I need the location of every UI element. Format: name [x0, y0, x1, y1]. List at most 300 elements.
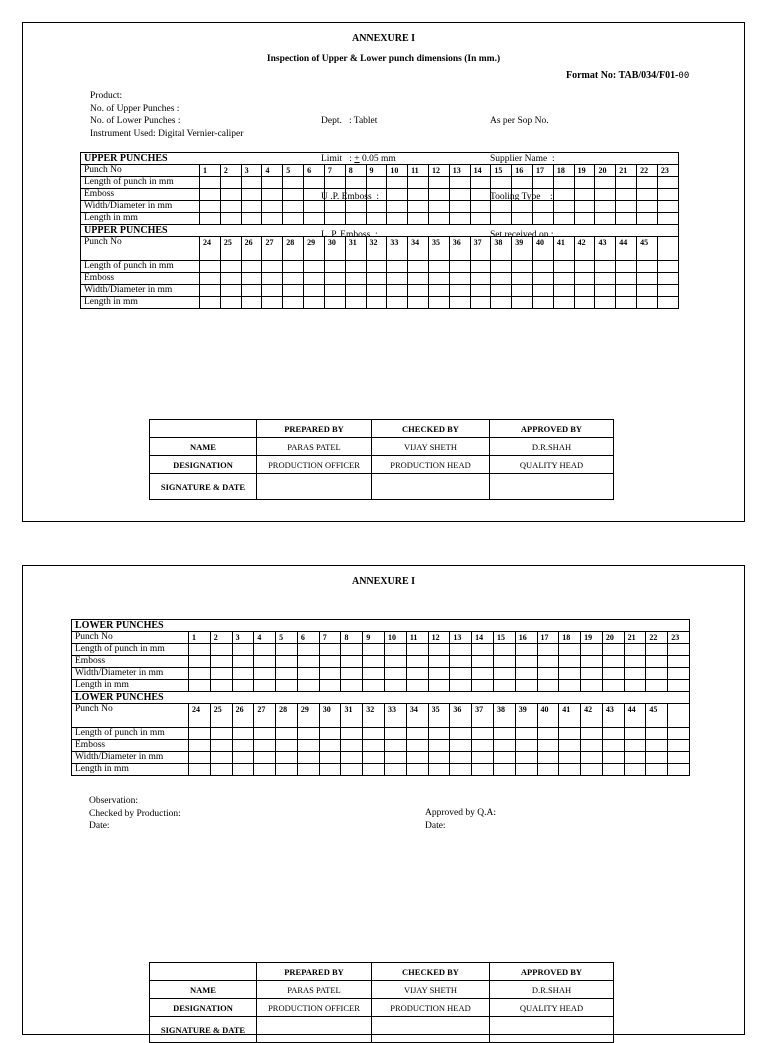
measurement-cell[interactable]: [428, 201, 449, 213]
measurement-cell[interactable]: [470, 297, 491, 309]
measurement-cell[interactable]: [232, 680, 254, 692]
measurement-cell[interactable]: [559, 752, 581, 764]
measurement-cell[interactable]: [493, 764, 515, 776]
measurement-cell[interactable]: [472, 680, 494, 692]
measurement-cell[interactable]: [537, 680, 559, 692]
measurement-cell[interactable]: [533, 213, 554, 225]
measurement-cell[interactable]: [406, 680, 428, 692]
measurement-cell[interactable]: [283, 201, 304, 213]
measurement-cell[interactable]: [616, 273, 637, 285]
measurement-cell[interactable]: [581, 752, 603, 764]
measurement-cell[interactable]: [220, 297, 241, 309]
measurement-cell[interactable]: [595, 285, 616, 297]
measurement-cell[interactable]: [297, 668, 319, 680]
measurement-cell[interactable]: [262, 213, 283, 225]
measurement-cell[interactable]: [449, 285, 470, 297]
measurement-cell[interactable]: [493, 728, 515, 740]
measurement-cell[interactable]: [637, 213, 658, 225]
measurement-cell[interactable]: [512, 285, 533, 297]
measurement-cell[interactable]: [324, 273, 345, 285]
measurement-cell[interactable]: [200, 189, 221, 201]
measurement-cell[interactable]: [595, 189, 616, 201]
measurement-cell[interactable]: [200, 261, 221, 273]
measurement-cell[interactable]: [624, 740, 646, 752]
measurement-cell[interactable]: [210, 728, 232, 740]
measurement-cell[interactable]: [646, 680, 668, 692]
measurement-cell[interactable]: [297, 752, 319, 764]
measurement-cell[interactable]: [428, 285, 449, 297]
measurement-cell[interactable]: [189, 764, 211, 776]
measurement-cell[interactable]: [324, 285, 345, 297]
measurement-cell[interactable]: [297, 644, 319, 656]
measurement-cell[interactable]: [472, 740, 494, 752]
measurement-cell[interactable]: [472, 728, 494, 740]
measurement-cell[interactable]: [646, 728, 668, 740]
measurement-cell[interactable]: [537, 728, 559, 740]
measurement-cell[interactable]: [210, 740, 232, 752]
measurement-cell[interactable]: [345, 261, 366, 273]
measurement-cell[interactable]: [189, 680, 211, 692]
measurement-cell[interactable]: [559, 740, 581, 752]
measurement-cell[interactable]: [428, 752, 450, 764]
measurement-cell[interactable]: [385, 656, 407, 668]
measurement-cell[interactable]: [232, 764, 254, 776]
measurement-cell[interactable]: [449, 177, 470, 189]
measurement-cell[interactable]: [363, 668, 385, 680]
measurement-cell[interactable]: [254, 752, 276, 764]
measurement-cell[interactable]: [189, 752, 211, 764]
measurement-cell[interactable]: [385, 644, 407, 656]
measurement-cell[interactable]: [297, 656, 319, 668]
measurement-cell[interactable]: [319, 728, 341, 740]
measurement-cell[interactable]: [428, 177, 449, 189]
measurement-cell[interactable]: [220, 261, 241, 273]
measurement-cell[interactable]: [408, 177, 429, 189]
measurement-cell[interactable]: [581, 680, 603, 692]
measurement-cell[interactable]: [385, 668, 407, 680]
measurement-cell[interactable]: [254, 644, 276, 656]
measurement-cell[interactable]: [428, 668, 450, 680]
measurement-cell[interactable]: [637, 189, 658, 201]
measurement-cell[interactable]: [624, 680, 646, 692]
measurement-cell[interactable]: [470, 273, 491, 285]
measurement-cell[interactable]: [559, 644, 581, 656]
measurement-cell[interactable]: [602, 752, 624, 764]
measurement-cell[interactable]: [220, 273, 241, 285]
measurement-cell[interactable]: [220, 213, 241, 225]
measurement-cell[interactable]: [304, 177, 325, 189]
measurement-cell[interactable]: [553, 273, 574, 285]
measurement-cell[interactable]: [232, 656, 254, 668]
measurement-cell[interactable]: [515, 668, 537, 680]
measurement-cell[interactable]: [657, 261, 678, 273]
signature-cell[interactable]: [257, 1017, 372, 1043]
measurement-cell[interactable]: [297, 728, 319, 740]
measurement-cell[interactable]: [345, 201, 366, 213]
measurement-cell[interactable]: [428, 273, 449, 285]
measurement-cell[interactable]: [319, 764, 341, 776]
measurement-cell[interactable]: [533, 285, 554, 297]
measurement-cell[interactable]: [210, 644, 232, 656]
measurement-cell[interactable]: [341, 668, 363, 680]
measurement-cell[interactable]: [602, 656, 624, 668]
measurement-cell[interactable]: [387, 189, 408, 201]
measurement-cell[interactable]: [220, 189, 241, 201]
measurement-cell[interactable]: [595, 261, 616, 273]
measurement-cell[interactable]: [574, 261, 595, 273]
measurement-cell[interactable]: [241, 201, 262, 213]
measurement-cell[interactable]: [363, 680, 385, 692]
measurement-cell[interactable]: [254, 764, 276, 776]
measurement-cell[interactable]: [602, 668, 624, 680]
measurement-cell[interactable]: [637, 201, 658, 213]
measurement-cell[interactable]: [406, 656, 428, 668]
measurement-cell[interactable]: [428, 261, 449, 273]
measurement-cell[interactable]: [657, 201, 678, 213]
measurement-cell[interactable]: [262, 189, 283, 201]
measurement-cell[interactable]: [512, 201, 533, 213]
measurement-cell[interactable]: [595, 177, 616, 189]
measurement-cell[interactable]: [450, 680, 472, 692]
measurement-cell[interactable]: [232, 752, 254, 764]
measurement-cell[interactable]: [387, 177, 408, 189]
measurement-cell[interactable]: [559, 764, 581, 776]
measurement-cell[interactable]: [470, 213, 491, 225]
measurement-cell[interactable]: [341, 740, 363, 752]
measurement-cell[interactable]: [406, 728, 428, 740]
measurement-cell[interactable]: [602, 644, 624, 656]
measurement-cell[interactable]: [210, 764, 232, 776]
measurement-cell[interactable]: [574, 213, 595, 225]
measurement-cell[interactable]: [385, 764, 407, 776]
measurement-cell[interactable]: [472, 656, 494, 668]
measurement-cell[interactable]: [493, 680, 515, 692]
measurement-cell[interactable]: [241, 189, 262, 201]
measurement-cell[interactable]: [450, 728, 472, 740]
signature-cell[interactable]: [490, 474, 614, 500]
measurement-cell[interactable]: [385, 752, 407, 764]
measurement-cell[interactable]: [408, 297, 429, 309]
measurement-cell[interactable]: [345, 189, 366, 201]
measurement-cell[interactable]: [668, 752, 690, 764]
measurement-cell[interactable]: [537, 656, 559, 668]
measurement-cell[interactable]: [189, 740, 211, 752]
measurement-cell[interactable]: [200, 201, 221, 213]
measurement-cell[interactable]: [276, 764, 298, 776]
measurement-cell[interactable]: [408, 213, 429, 225]
measurement-cell[interactable]: [387, 297, 408, 309]
measurement-cell[interactable]: [220, 201, 241, 213]
measurement-cell[interactable]: [276, 728, 298, 740]
measurement-cell[interactable]: [668, 680, 690, 692]
measurement-cell[interactable]: [304, 285, 325, 297]
measurement-cell[interactable]: [581, 764, 603, 776]
measurement-cell[interactable]: [387, 285, 408, 297]
measurement-cell[interactable]: [624, 668, 646, 680]
measurement-cell[interactable]: [491, 201, 512, 213]
measurement-cell[interactable]: [254, 656, 276, 668]
measurement-cell[interactable]: [200, 273, 221, 285]
measurement-cell[interactable]: [657, 177, 678, 189]
measurement-cell[interactable]: [533, 273, 554, 285]
measurement-cell[interactable]: [449, 261, 470, 273]
measurement-cell[interactable]: [428, 189, 449, 201]
measurement-cell[interactable]: [470, 201, 491, 213]
measurement-cell[interactable]: [637, 177, 658, 189]
measurement-cell[interactable]: [304, 189, 325, 201]
measurement-cell[interactable]: [276, 740, 298, 752]
measurement-cell[interactable]: [553, 201, 574, 213]
measurement-cell[interactable]: [537, 764, 559, 776]
measurement-cell[interactable]: [324, 261, 345, 273]
measurement-cell[interactable]: [491, 177, 512, 189]
measurement-cell[interactable]: [537, 740, 559, 752]
measurement-cell[interactable]: [449, 189, 470, 201]
measurement-cell[interactable]: [366, 297, 387, 309]
measurement-cell[interactable]: [341, 656, 363, 668]
measurement-cell[interactable]: [283, 189, 304, 201]
measurement-cell[interactable]: [616, 201, 637, 213]
measurement-cell[interactable]: [533, 297, 554, 309]
measurement-cell[interactable]: [276, 644, 298, 656]
measurement-cell[interactable]: [262, 285, 283, 297]
measurement-cell[interactable]: [319, 656, 341, 668]
measurement-cell[interactable]: [345, 213, 366, 225]
measurement-cell[interactable]: [345, 285, 366, 297]
measurement-cell[interactable]: [189, 728, 211, 740]
measurement-cell[interactable]: [624, 656, 646, 668]
measurement-cell[interactable]: [319, 644, 341, 656]
measurement-cell[interactable]: [450, 764, 472, 776]
measurement-cell[interactable]: [241, 177, 262, 189]
signature-cell[interactable]: [372, 1017, 490, 1043]
measurement-cell[interactable]: [602, 740, 624, 752]
measurement-cell[interactable]: [428, 740, 450, 752]
measurement-cell[interactable]: [385, 740, 407, 752]
signature-cell[interactable]: [372, 474, 490, 500]
measurement-cell[interactable]: [616, 213, 637, 225]
measurement-cell[interactable]: [428, 656, 450, 668]
measurement-cell[interactable]: [668, 656, 690, 668]
measurement-cell[interactable]: [559, 656, 581, 668]
measurement-cell[interactable]: [345, 177, 366, 189]
measurement-cell[interactable]: [232, 644, 254, 656]
measurement-cell[interactable]: [406, 752, 428, 764]
measurement-cell[interactable]: [210, 752, 232, 764]
measurement-cell[interactable]: [262, 273, 283, 285]
measurement-cell[interactable]: [493, 668, 515, 680]
measurement-cell[interactable]: [341, 752, 363, 764]
measurement-cell[interactable]: [304, 213, 325, 225]
measurement-cell[interactable]: [408, 201, 429, 213]
measurement-cell[interactable]: [450, 740, 472, 752]
measurement-cell[interactable]: [512, 213, 533, 225]
measurement-cell[interactable]: [363, 728, 385, 740]
measurement-cell[interactable]: [200, 177, 221, 189]
measurement-cell[interactable]: [319, 680, 341, 692]
measurement-cell[interactable]: [574, 273, 595, 285]
measurement-cell[interactable]: [450, 644, 472, 656]
measurement-cell[interactable]: [297, 740, 319, 752]
measurement-cell[interactable]: [512, 177, 533, 189]
measurement-cell[interactable]: [646, 644, 668, 656]
measurement-cell[interactable]: [366, 201, 387, 213]
measurement-cell[interactable]: [189, 644, 211, 656]
measurement-cell[interactable]: [668, 764, 690, 776]
measurement-cell[interactable]: [450, 668, 472, 680]
measurement-cell[interactable]: [472, 644, 494, 656]
measurement-cell[interactable]: [581, 656, 603, 668]
measurement-cell[interactable]: [341, 764, 363, 776]
measurement-cell[interactable]: [646, 740, 668, 752]
measurement-cell[interactable]: [512, 273, 533, 285]
measurement-cell[interactable]: [559, 680, 581, 692]
measurement-cell[interactable]: [210, 656, 232, 668]
measurement-cell[interactable]: [559, 728, 581, 740]
measurement-cell[interactable]: [512, 261, 533, 273]
measurement-cell[interactable]: [616, 177, 637, 189]
measurement-cell[interactable]: [262, 261, 283, 273]
measurement-cell[interactable]: [428, 297, 449, 309]
measurement-cell[interactable]: [493, 656, 515, 668]
measurement-cell[interactable]: [624, 752, 646, 764]
measurement-cell[interactable]: [553, 297, 574, 309]
measurement-cell[interactable]: [387, 261, 408, 273]
measurement-cell[interactable]: [304, 261, 325, 273]
measurement-cell[interactable]: [472, 764, 494, 776]
measurement-cell[interactable]: [595, 273, 616, 285]
measurement-cell[interactable]: [406, 764, 428, 776]
measurement-cell[interactable]: [624, 644, 646, 656]
measurement-cell[interactable]: [668, 644, 690, 656]
measurement-cell[interactable]: [537, 668, 559, 680]
measurement-cell[interactable]: [581, 668, 603, 680]
measurement-cell[interactable]: [387, 201, 408, 213]
measurement-cell[interactable]: [470, 285, 491, 297]
measurement-cell[interactable]: [595, 213, 616, 225]
measurement-cell[interactable]: [553, 177, 574, 189]
measurement-cell[interactable]: [493, 740, 515, 752]
measurement-cell[interactable]: [595, 201, 616, 213]
measurement-cell[interactable]: [668, 740, 690, 752]
measurement-cell[interactable]: [254, 668, 276, 680]
measurement-cell[interactable]: [472, 668, 494, 680]
measurement-cell[interactable]: [363, 644, 385, 656]
measurement-cell[interactable]: [581, 644, 603, 656]
measurement-cell[interactable]: [232, 740, 254, 752]
measurement-cell[interactable]: [602, 728, 624, 740]
measurement-cell[interactable]: [366, 261, 387, 273]
measurement-cell[interactable]: [533, 177, 554, 189]
measurement-cell[interactable]: [406, 740, 428, 752]
measurement-cell[interactable]: [276, 752, 298, 764]
measurement-cell[interactable]: [449, 213, 470, 225]
measurement-cell[interactable]: [304, 273, 325, 285]
measurement-cell[interactable]: [450, 752, 472, 764]
measurement-cell[interactable]: [637, 285, 658, 297]
measurement-cell[interactable]: [581, 728, 603, 740]
measurement-cell[interactable]: [491, 261, 512, 273]
measurement-cell[interactable]: [363, 764, 385, 776]
measurement-cell[interactable]: [574, 285, 595, 297]
measurement-cell[interactable]: [319, 668, 341, 680]
measurement-cell[interactable]: [533, 261, 554, 273]
measurement-cell[interactable]: [491, 213, 512, 225]
measurement-cell[interactable]: [574, 177, 595, 189]
measurement-cell[interactable]: [366, 177, 387, 189]
measurement-cell[interactable]: [254, 680, 276, 692]
measurement-cell[interactable]: [241, 273, 262, 285]
measurement-cell[interactable]: [515, 752, 537, 764]
measurement-cell[interactable]: [200, 213, 221, 225]
measurement-cell[interactable]: [341, 728, 363, 740]
measurement-cell[interactable]: [210, 680, 232, 692]
measurement-cell[interactable]: [450, 656, 472, 668]
measurement-cell[interactable]: [616, 189, 637, 201]
measurement-cell[interactable]: [559, 668, 581, 680]
measurement-cell[interactable]: [408, 189, 429, 201]
measurement-cell[interactable]: [449, 297, 470, 309]
measurement-cell[interactable]: [366, 285, 387, 297]
measurement-cell[interactable]: [491, 297, 512, 309]
measurement-cell[interactable]: [512, 189, 533, 201]
measurement-cell[interactable]: [276, 656, 298, 668]
measurement-cell[interactable]: [428, 728, 450, 740]
measurement-cell[interactable]: [574, 201, 595, 213]
measurement-cell[interactable]: [491, 189, 512, 201]
measurement-cell[interactable]: [581, 740, 603, 752]
measurement-cell[interactable]: [512, 297, 533, 309]
measurement-cell[interactable]: [428, 764, 450, 776]
measurement-cell[interactable]: [646, 656, 668, 668]
measurement-cell[interactable]: [595, 297, 616, 309]
measurement-cell[interactable]: [515, 656, 537, 668]
measurement-cell[interactable]: [668, 728, 690, 740]
measurement-cell[interactable]: [283, 273, 304, 285]
measurement-cell[interactable]: [297, 680, 319, 692]
measurement-cell[interactable]: [428, 644, 450, 656]
measurement-cell[interactable]: [387, 273, 408, 285]
measurement-cell[interactable]: [385, 680, 407, 692]
measurement-cell[interactable]: [574, 297, 595, 309]
measurement-cell[interactable]: [232, 728, 254, 740]
measurement-cell[interactable]: [602, 764, 624, 776]
measurement-cell[interactable]: [553, 189, 574, 201]
measurement-cell[interactable]: [241, 297, 262, 309]
measurement-cell[interactable]: [637, 297, 658, 309]
measurement-cell[interactable]: [210, 668, 232, 680]
measurement-cell[interactable]: [189, 656, 211, 668]
measurement-cell[interactable]: [276, 680, 298, 692]
measurement-cell[interactable]: [387, 213, 408, 225]
measurement-cell[interactable]: [515, 644, 537, 656]
signature-cell[interactable]: [257, 474, 372, 500]
measurement-cell[interactable]: [324, 177, 345, 189]
measurement-cell[interactable]: [515, 764, 537, 776]
signature-cell[interactable]: [490, 1017, 614, 1043]
measurement-cell[interactable]: [283, 261, 304, 273]
measurement-cell[interactable]: [324, 213, 345, 225]
measurement-cell[interactable]: [449, 273, 470, 285]
measurement-cell[interactable]: [491, 285, 512, 297]
measurement-cell[interactable]: [668, 668, 690, 680]
measurement-cell[interactable]: [553, 285, 574, 297]
measurement-cell[interactable]: [449, 201, 470, 213]
measurement-cell[interactable]: [616, 285, 637, 297]
measurement-cell[interactable]: [657, 213, 678, 225]
measurement-cell[interactable]: [493, 752, 515, 764]
measurement-cell[interactable]: [341, 680, 363, 692]
